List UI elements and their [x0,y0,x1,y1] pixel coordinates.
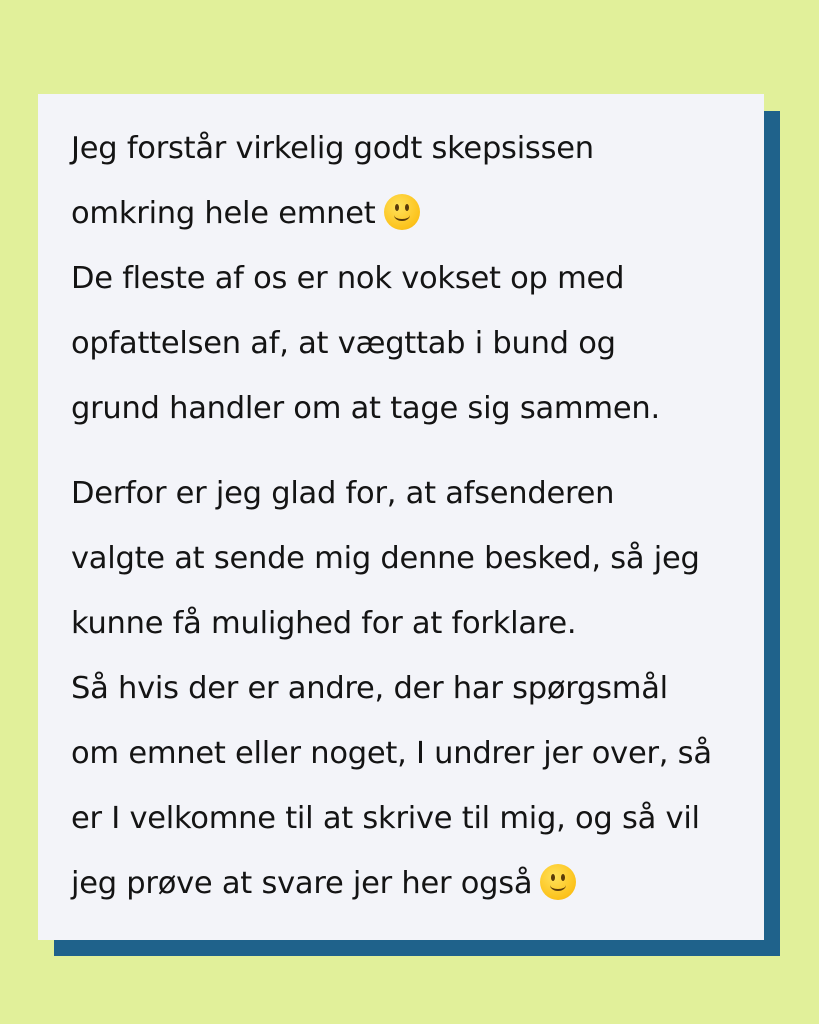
paragraph-2 [71,476,764,1022]
text-line: Så hvis der er andre, der har spørgsmål [71,671,668,706]
text-line: De fleste af os er nok vokset op med [71,261,625,296]
text-line: kunne få mulighed for at forklare. [71,606,577,641]
text-line: er I velkomne til at skrive til mig, og så vil [71,801,700,836]
text-line: grund handler om at tage sig sammen. [71,391,660,426]
text-line-with-emoji [71,851,764,916]
text-line-with-emoji [71,181,764,246]
text-line: Jeg forstår virkelig godt skepsissen [71,131,594,166]
text-line: omkring hele emnet [71,196,376,231]
text-line: om emnet eller noget, I undrer jer over, så [71,736,712,771]
text-line: jeg prøve at svare jer her også [71,866,533,901]
slightly-smiling-face-icon [384,194,420,230]
text-line: valgte at sende mig denne besked, så jeg [71,541,700,576]
slightly-smiling-face-icon [540,864,576,900]
text-line: Derfor er jeg glad for, at afsenderen [71,476,615,511]
text-line: opfattelsen af, at vægttab i bund og [71,326,616,361]
quote-card [38,94,764,940]
